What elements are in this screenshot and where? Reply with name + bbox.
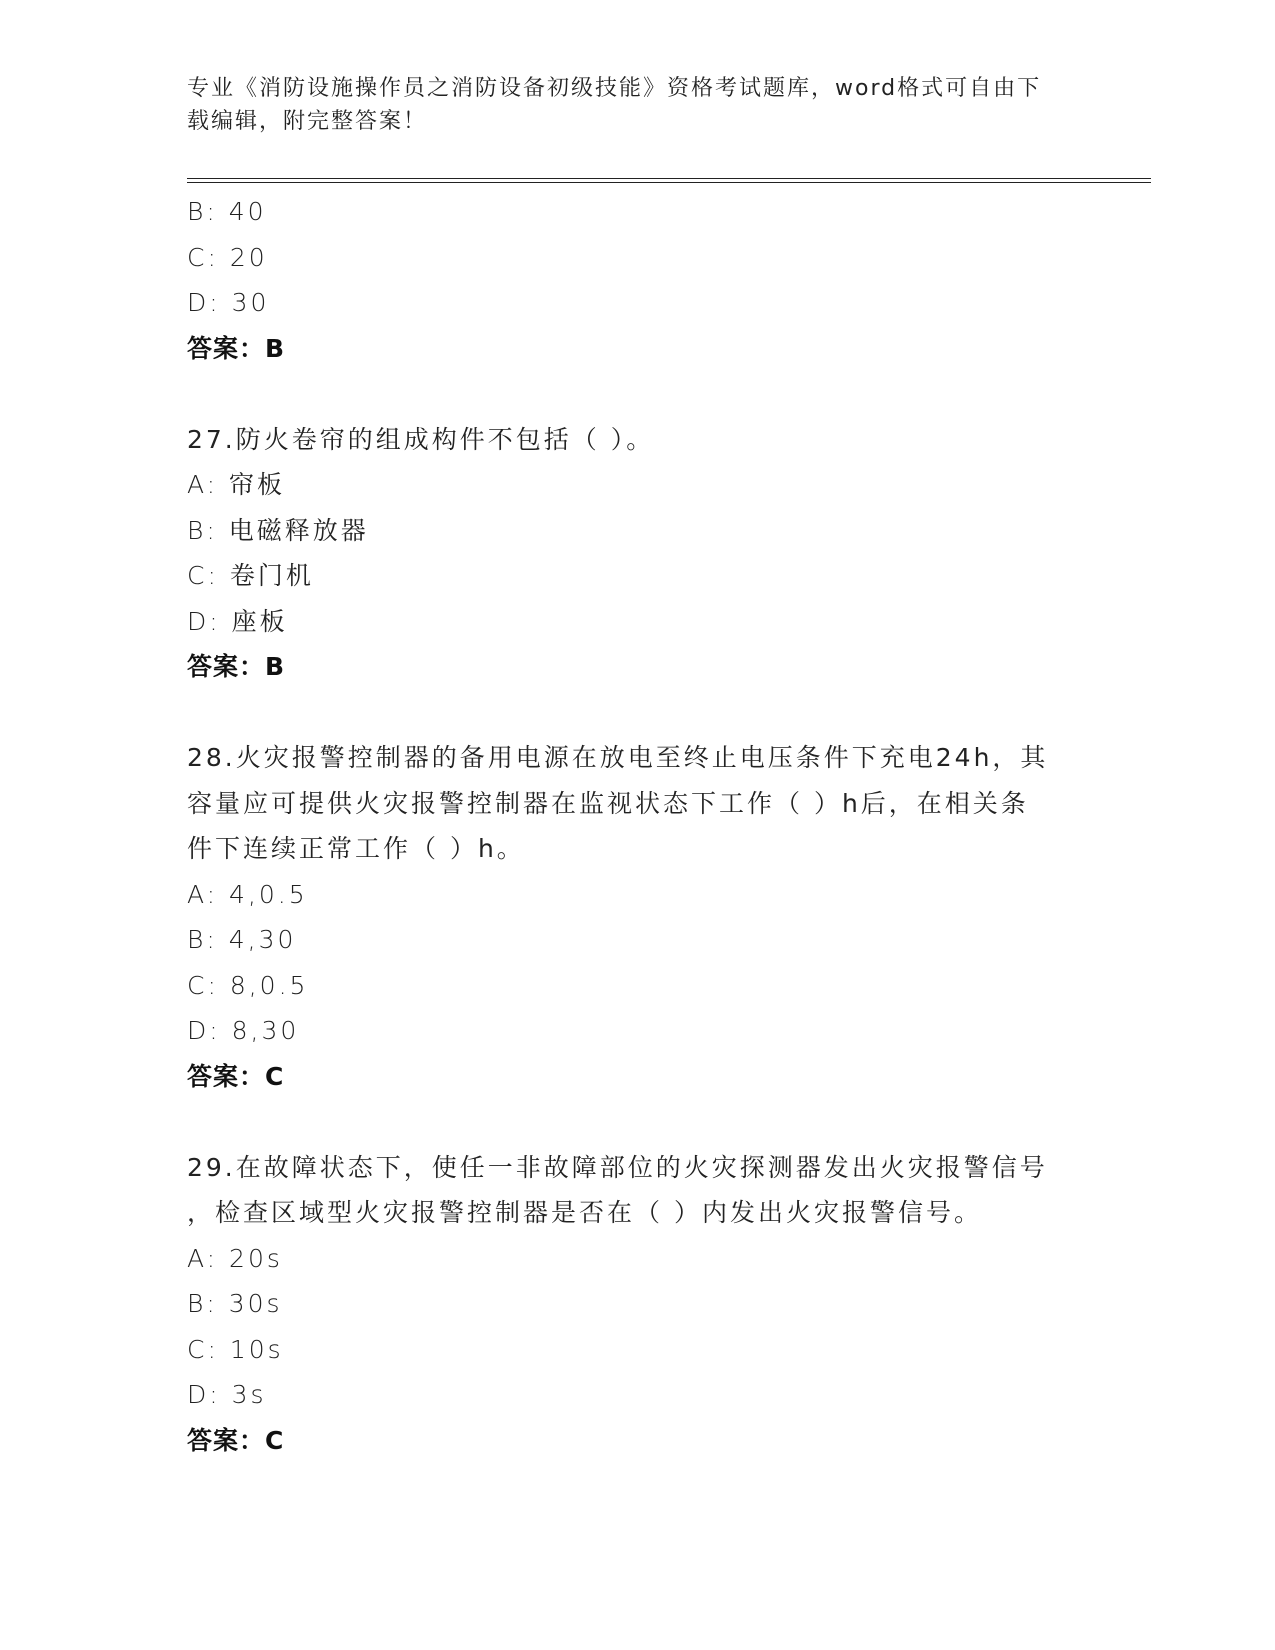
question-26-tail [187, 189, 1087, 371]
answer: 答案：C [187, 1425, 285, 1455]
option-a: A: 20s [187, 1243, 283, 1273]
header-line-1: 专业《消防设施操作员之消防设备初级技能》资格考试题库，word格式可自由下 [187, 76, 1042, 101]
option-b: B: 电磁释放器 [187, 515, 369, 545]
question-27 [187, 417, 1087, 690]
option-d: D: 8,30 [187, 1016, 300, 1045]
document-header [187, 72, 1067, 138]
header-divider-top [187, 178, 1151, 179]
option-c: C: 20 [187, 242, 268, 272]
option-c: C: 8,0.5 [187, 970, 309, 1000]
question-stem-line: 29.在故障状态下，使任一非故障部位的火灾探测器发出火灾报警信号 [187, 1152, 1048, 1182]
option-d: D: 座板 [187, 606, 288, 636]
question-stem-line: 件下连续正常工作（ ）h。 [187, 834, 525, 863]
question-list [187, 189, 1087, 1463]
option-a: A: 帘板 [187, 470, 286, 499]
question-stem: 27.防火卷帘的组成构件不包括（ ）。 [187, 424, 655, 454]
option-a: A: 4,0.5 [187, 879, 308, 909]
option-d: D: 30 [187, 288, 270, 317]
option-b: B: 40 [187, 197, 267, 226]
header-divider-bottom [187, 182, 1151, 183]
header-line-2: 载编辑，附完整答案！ [187, 109, 428, 134]
answer: 答案：B [187, 333, 286, 363]
question-stem-line: ，检查区域型火灾报警控制器是否在（ ）内发出火灾报警信号。 [187, 1198, 982, 1227]
option-c: C: 卷门机 [187, 561, 314, 590]
question-29 [187, 1145, 1087, 1464]
option-b: B: 30s [187, 1289, 283, 1318]
answer: 答案：C [187, 1061, 285, 1091]
answer: 答案：B [187, 652, 286, 681]
option-b: B: 4,30 [187, 925, 297, 954]
question-stem-line: 容量应可提供火灾报警控制器在监视状态下工作（ ）h后，在相关条 [187, 788, 1029, 818]
option-d: D: 3s [187, 1380, 267, 1409]
option-c: C: 10s [187, 1334, 284, 1364]
question-28 [187, 735, 1087, 1099]
question-stem-line: 28.火灾报警控制器的备用电源在放电至终止电压条件下充电24h，其 [187, 743, 1049, 772]
